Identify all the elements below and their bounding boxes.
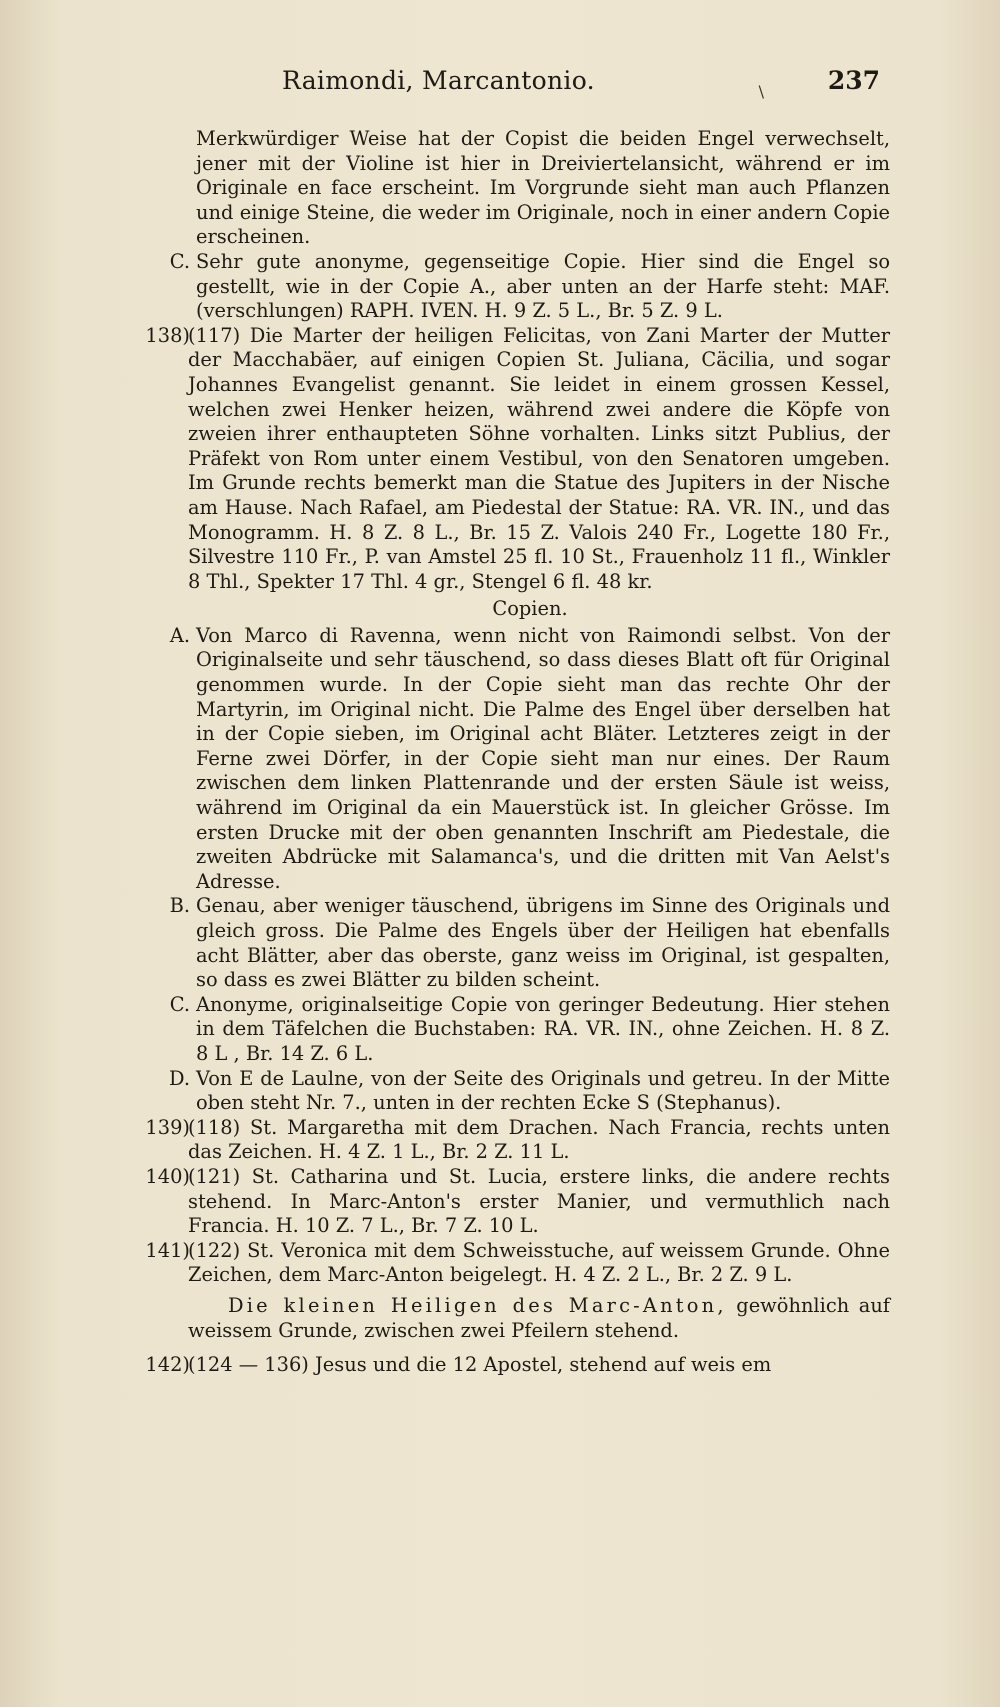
- section-intro: [130, 1294, 890, 1343]
- copy-label: B.: [169, 894, 190, 918]
- entry-number: 138): [145, 323, 190, 347]
- catalog-entry-139: [130, 1116, 890, 1165]
- copy-entry-d: [130, 1067, 890, 1116]
- copy-text: Genau, aber weniger täuschend, übrigens im Sinne des Originals und gleich gross. Die Palme des Engels über der Heiligen hat ebenfalls acht Blätter, aber das oberste, ganz weiss im Original, ist gespalten, so dass es zwei Blätter zu bilden scheint.: [196, 894, 890, 992]
- bleed-through-shadow: [0, 120, 150, 1240]
- copy-label: C.: [169, 249, 190, 273]
- copy-text: Sehr gute anonyme, gegenseitige Copie. Hier sind die Engel so gestellt, wie in der Copie A., aber unten an der Harfe steht: MAF. (verschlungen) RAPH. IVEN. H. 9 Z. 5 L., Br. 5 Z. 9 L.: [196, 249, 890, 323]
- entry-number: 142): [145, 1353, 190, 1377]
- copy-entry-c: [130, 993, 890, 1067]
- copy-entry-c-prev: [130, 250, 890, 324]
- running-head: Raimondi, Marcantonio.: [282, 66, 595, 95]
- copy-text: Von E de Laulne, von der Seite des Originals und getreu. In der Mitte oben steht Nr. 7., unten in der rechten Ecke S (Stephanus).: [196, 1066, 890, 1115]
- page-number: 237: [827, 66, 880, 95]
- continued-paragraph: [130, 127, 890, 250]
- entry-text: (121) St. Catharina und St. Lucia, erstere links, die andere rechts stehend. In Marc-Anton's erster Manier, und vermuthlich nach Francia. H. 10 Z. 7 L., Br. 7 Z. 10 L.: [188, 1164, 890, 1238]
- entry-number: 140): [145, 1164, 190, 1188]
- entry-text: (122) St. Veronica mit dem Schweisstuche, auf weissem Grunde. Ohne Zeichen, dem Marc-Anton beigelegt. H. 4 Z. 2 L., Br. 2 Z. 9 L.: [188, 1238, 890, 1287]
- section-intro-text: [188, 1294, 890, 1343]
- page-body: [130, 127, 890, 1378]
- entry-text: (124 — 136) Jesus und die 12 Apostel, stehend auf weis em: [188, 1353, 772, 1377]
- copy-label: A.: [169, 623, 190, 647]
- catalog-entry-142: [130, 1353, 890, 1378]
- copies-heading: Copien.: [492, 597, 568, 621]
- copy-entry-a: [130, 624, 890, 895]
- copy-label: C.: [169, 992, 190, 1016]
- entry-number: 139): [145, 1115, 190, 1139]
- copy-label: D.: [168, 1066, 190, 1090]
- entry-text: (118) St. Margaretha mit dem Drachen. Nach Francia, rechts unten das Zeichen. H. 4 Z. 1 L., Br. 2 Z. 11 L.: [188, 1115, 890, 1164]
- catalog-entry-140: [130, 1165, 890, 1239]
- catalog-entry-141: [130, 1239, 890, 1288]
- section-intro-spaced: Die kleinen Heiligen des Marc-Anton,: [228, 1293, 727, 1317]
- copy-text: Anonyme, originalseitige Copie von geringer Bedeutung. Hier stehen in dem Täfelchen die Buchstaben: RA. VR. IN., ohne Zeichen. H. 8 Z. 8 L , Br. 14 Z. 6 L.: [196, 992, 890, 1065]
- paragraph-text: Merkwürdiger Weise hat der Copist die beiden Engel verwechselt, jener mit der Violine ist hier in Dreiviertelansicht, während er im Originale en face erscheint. Im Vorgrunde sieht man auch Pflanzen und einige Steine, die weder im Originale, noch in einer andern Copie erscheinen.: [196, 127, 890, 249]
- copy-entry-b: [130, 894, 890, 992]
- entry-number: 141): [145, 1238, 190, 1262]
- section-intro-rest: gewöhnlich auf weissem Grunde, zwischen zwei Pfeilern stehend.: [188, 1293, 890, 1342]
- catalog-entry-138: [130, 324, 890, 595]
- corner-mark: \: [758, 82, 764, 101]
- copy-text: Von Marco di Ravenna, wenn nicht von Raimondi selbst. Von der Originalseite und sehr täuschend, so dass dieses Blatt oft für Original genommen wurde. In der Copie sieht man das rechte Ohr der Martyrin, im Original nicht. Die Palme des Engel über derselben hat in der Copie sieben, im Original acht Bläter. Letzteres zeigt in der Ferne zwei Dörfer, in der Copie sieht man nur eines. Der Raum zwischen dem linken Plattenrande und der ersten Säule ist weiss, während im Original da ein Mauerstück ist. In gleicher Grösse. Im ersten Drucke mit der oben genannten Inschrift am Piedestale, die zweiten Abdrücke mit Salamanca's, und die dritten mit Van Aelst's Adresse.: [196, 623, 890, 893]
- entry-text: (117) Die Marter der heiligen Felicitas, von Zani Marter der Mutter der Macchabäer, auf einigen Copien St. Juliana, Cäcilia, und sogar Johannes Evangelist genannt. Sie leidet in einem grossen Kessel, welchen zwei Henker heizen, während zwei andere die Köpfe von zweien ihrer enthaupteten Söhne vorhalten. Links sitzt Publius, der Präfekt von Rom unter einem Vestibul, von den Senatoren umgeben. Im Grunde rechts bemerkt man die Statue des Jupiters in der Nische am Hause. Nach Rafael, am Piedestal der Statue: RA. VR. IN., und das Monogramm. H. 8 Z. 8 L., Br. 15 Z. Valois 240 Fr., Logette 180 Fr., Silvestre 110 Fr., P. van Amstel 25 fl. 10 St., Frauenholz 11 fl., Winkler 8 Thl., Spekter 17 Thl. 4 gr., Stengel 6 fl. 48 kr.: [188, 323, 890, 593]
- page-header: [170, 66, 880, 106]
